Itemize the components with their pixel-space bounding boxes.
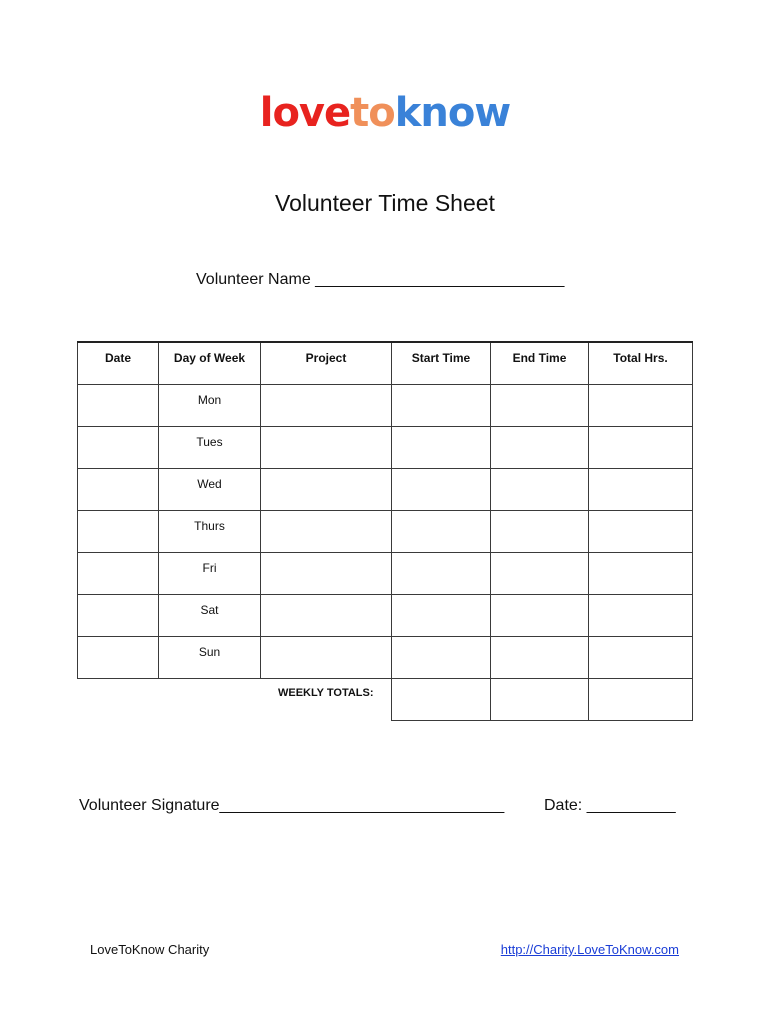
day-cell: Thurs: [159, 510, 261, 552]
weekly-totals-label: WEEKLY TOTALS:: [277, 686, 374, 699]
date-cell: [78, 636, 159, 678]
charity-website-link[interactable]: http://Charity.LoveToKnow.com: [500, 942, 679, 957]
volunteer-name-field: Volunteer Name ____________________________: [196, 271, 565, 288]
time-sheet-table: [77, 341, 693, 721]
total-hrs-cell: [589, 384, 693, 426]
day-cell: Mon: [159, 384, 261, 426]
end-time-cell: [491, 510, 589, 552]
project-cell: [261, 468, 392, 510]
lovetoknow-logo: [0, 88, 770, 138]
total-hrs-cell: [589, 594, 693, 636]
weekly-totals-row: [78, 678, 693, 720]
date-cell: [78, 594, 159, 636]
day-cell: Tues: [159, 426, 261, 468]
start-time-cell: [392, 636, 491, 678]
start-time-cell: [392, 468, 491, 510]
table-row: [78, 552, 693, 594]
start-time-cell: [392, 510, 491, 552]
total-start-time-cell: [392, 678, 491, 720]
page-title: Volunteer Time Sheet: [275, 190, 495, 216]
project-cell: [261, 426, 392, 468]
end-time-cell: [491, 594, 589, 636]
day-cell: Sat: [159, 594, 261, 636]
table-row: [78, 468, 693, 510]
header-total-hrs: Total Hrs.: [589, 342, 693, 384]
end-time-cell: [491, 426, 589, 468]
total-hrs-cell: [589, 552, 693, 594]
project-cell: [261, 636, 392, 678]
day-cell: Sun: [159, 636, 261, 678]
table-row: [78, 594, 693, 636]
start-time-cell: [392, 594, 491, 636]
total-hrs-cell: [589, 426, 693, 468]
start-time-cell: [392, 384, 491, 426]
end-time-cell: [491, 636, 589, 678]
end-time-cell: [491, 552, 589, 594]
project-cell: [261, 552, 392, 594]
project-cell: [261, 594, 392, 636]
header-end-time: End Time: [491, 342, 589, 384]
header-day-of-week: Day of Week: [159, 342, 261, 384]
table-row: [78, 636, 693, 678]
header-project: Project: [261, 342, 392, 384]
total-hrs-cell: [589, 510, 693, 552]
total-end-time-cell: [491, 678, 589, 720]
date-cell: [78, 426, 159, 468]
start-time-cell: [392, 426, 491, 468]
start-time-cell: [392, 552, 491, 594]
date-cell: [78, 552, 159, 594]
day-cell: Wed: [159, 468, 261, 510]
total-hrs-sum-cell: [589, 678, 693, 720]
totals-spacer: [159, 678, 261, 720]
date-field: Date: __________: [544, 797, 676, 814]
table-row: [78, 384, 693, 426]
table-header-row: [78, 342, 693, 384]
date-cell: [78, 384, 159, 426]
table-row: [78, 426, 693, 468]
header-date: Date: [78, 342, 159, 384]
end-time-cell: [491, 468, 589, 510]
logo-part-to: to: [350, 90, 395, 136]
total-hrs-cell: [589, 468, 693, 510]
date-cell: [78, 510, 159, 552]
logo-part-know: know: [394, 90, 511, 136]
totals-spacer: [78, 678, 159, 720]
logo-part-love: love: [259, 90, 351, 136]
end-time-cell: [491, 384, 589, 426]
project-cell: [261, 510, 392, 552]
project-cell: [261, 384, 392, 426]
table-row: [78, 510, 693, 552]
header-start-time: Start Time: [392, 342, 491, 384]
day-cell: Fri: [159, 552, 261, 594]
total-hrs-cell: [589, 636, 693, 678]
date-cell: [78, 468, 159, 510]
footer-brand: LoveToKnow Charity: [90, 942, 210, 957]
volunteer-signature-field: Volunteer Signature________________________________: [79, 797, 505, 814]
